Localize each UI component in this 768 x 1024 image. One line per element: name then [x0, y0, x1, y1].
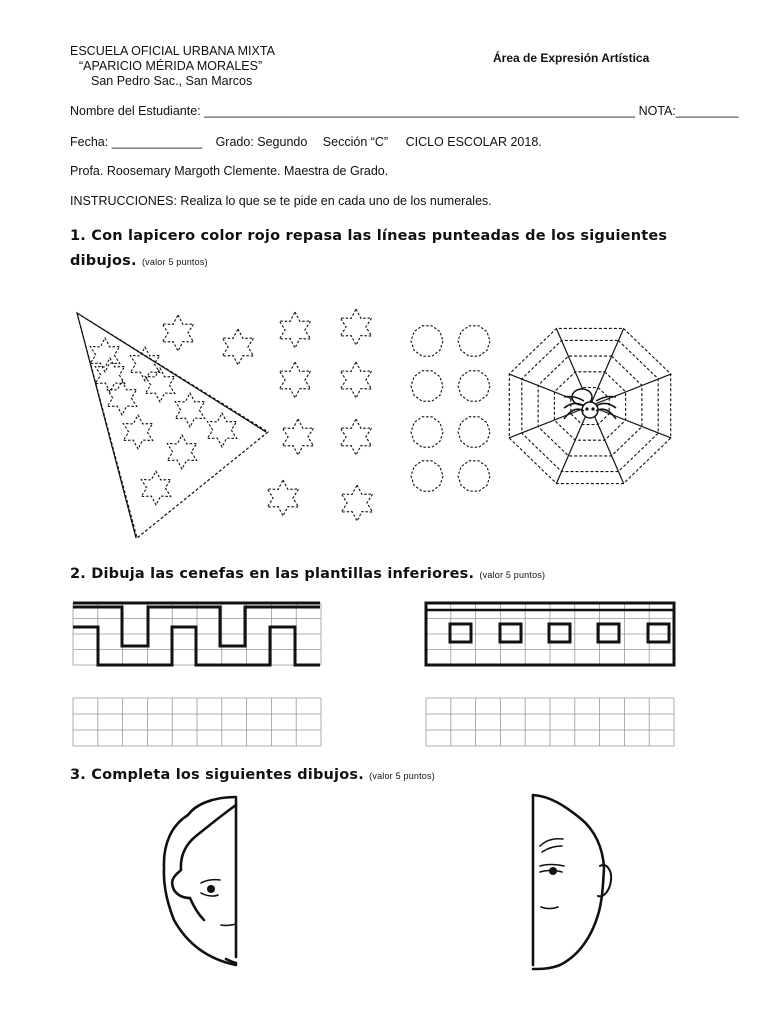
empty-template-right[interactable]	[426, 698, 674, 746]
dotted-circle[interactable]	[411, 417, 443, 447]
dotted-star[interactable]	[130, 347, 159, 381]
web-ring[interactable]	[554, 372, 625, 440]
date-field[interactable]: _____________	[111, 135, 203, 149]
greek-key-pattern-template	[73, 603, 321, 665]
squares-pattern-template	[426, 603, 674, 665]
web-spoke	[556, 328, 590, 406]
date-label: Fecha:	[70, 135, 109, 149]
question-1-text: 1. Con lapicero color rojo repasa las líneas punteadas de los siguientes	[70, 228, 668, 244]
dotted-star[interactable]	[340, 362, 371, 398]
dotted-star[interactable]	[340, 309, 371, 345]
web-spoke	[509, 374, 590, 406]
question-3-text: 3. Completa los siguientes dibujos.	[70, 767, 364, 783]
dotted-star[interactable]	[107, 381, 136, 415]
question-1-text-cont: dibujos.	[70, 253, 137, 269]
dotted-star[interactable]	[267, 480, 298, 516]
dotted-star[interactable]	[123, 415, 152, 449]
question-3-value: (valor 5 puntos)	[369, 771, 435, 781]
dotted-star[interactable]	[167, 435, 196, 469]
teacher-line: Profa. Roosemary Margoth Clemente. Maestra de Grado.	[70, 164, 389, 178]
dotted-star[interactable]	[145, 368, 174, 402]
dotted-circle[interactable]	[411, 461, 443, 491]
dotted-star[interactable]	[222, 329, 253, 365]
dotted-star[interactable]	[341, 485, 372, 521]
spider-icon	[564, 389, 616, 419]
spider-web-drawing	[509, 328, 672, 483]
web-ring[interactable]	[509, 328, 670, 483]
web-ring[interactable]	[538, 356, 642, 456]
school-name-block	[70, 44, 275, 89]
dotted-circle[interactable]	[458, 371, 490, 401]
school-cycle-label: CICLO ESCOLAR 2018.	[405, 135, 542, 149]
subject-area: Área de Expresión Artística	[493, 51, 650, 65]
dotted-star[interactable]	[207, 413, 236, 447]
dotted-star[interactable]	[340, 419, 371, 455]
date-grade-line	[70, 135, 542, 149]
question-2-value: (valor 5 puntos)	[479, 570, 546, 580]
half-face-left	[164, 797, 236, 965]
web-spoke	[509, 406, 590, 438]
dotted-star[interactable]	[141, 471, 170, 505]
question-1-title-cont	[70, 253, 208, 269]
empty-template-left[interactable]	[73, 698, 321, 746]
web-ring[interactable]	[571, 388, 609, 425]
school-line-2: “APARICIO MÉRIDA MORALES”	[79, 59, 263, 73]
web-spoke	[556, 406, 590, 484]
half-face-right	[533, 795, 611, 969]
dotted-circle[interactable]	[458, 461, 490, 491]
school-line-3: San Pedro Sac., San Marcos	[91, 74, 253, 88]
dotted-circle[interactable]	[458, 417, 490, 447]
dotted-circle[interactable]	[411, 326, 443, 356]
cone-drawing	[77, 313, 268, 538]
dotted-star[interactable]	[279, 312, 310, 348]
dotted-circle[interactable]	[411, 371, 443, 401]
question-2-text: 2. Dibuja las cenefas en las plantillas inferiores.	[70, 566, 475, 582]
school-line-1: ESCUELA OFICIAL URBANA MIXTA	[70, 44, 275, 58]
question-2-title	[70, 566, 545, 582]
instructions-line: INSTRUCCIONES: Realiza lo que se te pide en cada uno de los numerales.	[70, 194, 492, 208]
grade-label: Grado: Segundo	[215, 135, 308, 149]
section-label: Sección “C”	[322, 135, 389, 149]
question-1-value: (valor 5 puntos)	[141, 257, 208, 267]
web-ring[interactable]	[522, 340, 658, 471]
dotted-star[interactable]	[162, 315, 193, 351]
dotted-star[interactable]	[282, 419, 313, 455]
web-spoke	[590, 406, 671, 438]
dotted-circle[interactable]	[458, 326, 490, 356]
dotted-star[interactable]	[95, 358, 124, 392]
web-spoke	[590, 374, 671, 406]
web-spoke	[590, 406, 624, 484]
dotted-star[interactable]	[175, 393, 204, 427]
question-1-title	[70, 228, 667, 244]
dotted-star[interactable]	[279, 362, 310, 398]
dotted-star[interactable]	[90, 338, 119, 372]
student-name-field[interactable]: Nombre del Estudiante: ______________________________________________________________ NOTA:_________	[70, 104, 739, 118]
question-3-title	[70, 767, 435, 783]
web-spoke	[590, 328, 624, 406]
